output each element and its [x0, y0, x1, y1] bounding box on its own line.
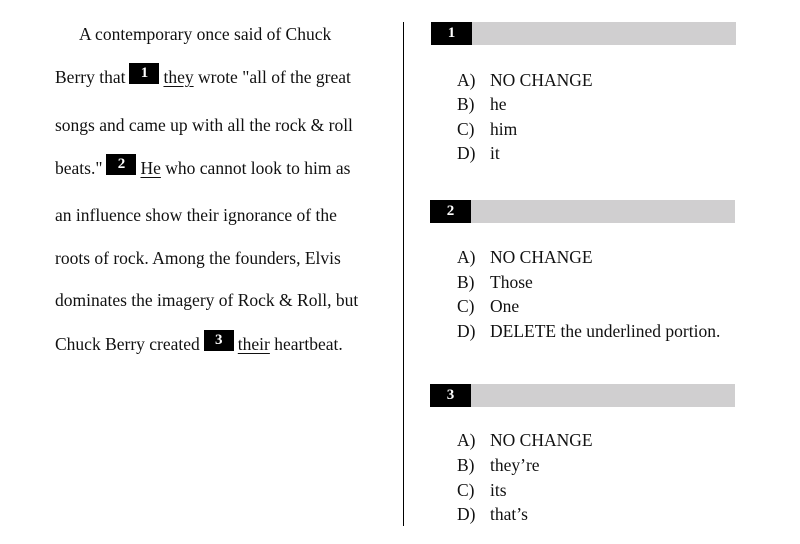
- passage-text: roots of rock. Among the founders, Elvis: [55, 248, 341, 268]
- passage-text: wrote "all of the great: [197, 67, 351, 87]
- question-header-3: [430, 384, 735, 407]
- passage-line: [55, 205, 337, 226]
- passage-text: dominates the imagery of Rock & Roll, but: [55, 290, 359, 310]
- question-number-1: 1: [431, 22, 472, 45]
- answer-option-3c[interactable]: [457, 480, 507, 501]
- underlined-portion-1: they: [163, 67, 194, 87]
- option-letter: B): [457, 94, 475, 114]
- passage-line: [55, 63, 351, 88]
- passage-text: who cannot look to him as: [165, 158, 351, 178]
- passage-line: [55, 290, 358, 311]
- option-text: Those: [490, 272, 533, 292]
- passage-text: beats.": [55, 158, 103, 178]
- option-text: he: [490, 94, 507, 114]
- option-letter: C): [457, 296, 475, 316]
- option-letter: A): [457, 247, 476, 267]
- option-text: its: [490, 480, 507, 500]
- question-marker-2[interactable]: 2: [106, 154, 136, 175]
- option-text: it: [490, 143, 500, 163]
- answer-option-3d[interactable]: [457, 504, 528, 525]
- passage-line: [55, 330, 343, 355]
- answer-option-1a[interactable]: [457, 70, 593, 91]
- option-letter: B): [457, 272, 475, 292]
- option-letter: C): [457, 480, 475, 500]
- question-header-1: [431, 22, 736, 45]
- answer-option-3a[interactable]: [457, 430, 593, 451]
- option-text: One: [490, 296, 520, 316]
- underlined-portion-3: their: [237, 334, 270, 354]
- passage-text: heartbeat.: [274, 334, 343, 354]
- passage-line: [79, 24, 331, 45]
- option-letter: D): [457, 321, 476, 341]
- answer-option-2c[interactable]: [457, 296, 519, 317]
- option-letter: A): [457, 70, 476, 90]
- answer-option-1c[interactable]: [457, 119, 517, 140]
- question-number-3: 3: [430, 384, 471, 407]
- answer-option-2a[interactable]: [457, 247, 593, 268]
- option-text: NO CHANGE: [490, 70, 593, 90]
- question-marker-3[interactable]: 3: [204, 330, 234, 351]
- answer-option-3b[interactable]: [457, 455, 540, 476]
- passage-text: songs and came up with all the rock & roll: [55, 115, 353, 135]
- underlined-portion-2: He: [140, 158, 161, 178]
- passage-line: [55, 115, 353, 136]
- passage-line: [55, 248, 341, 269]
- answer-option-1d[interactable]: [457, 143, 500, 164]
- option-letter: D): [457, 143, 476, 163]
- answer-option-1b[interactable]: [457, 94, 507, 115]
- passage-line: [55, 154, 350, 179]
- option-letter: A): [457, 430, 476, 450]
- passage-text: an influence show their ignorance of the: [55, 205, 337, 225]
- question-number-2: 2: [430, 200, 471, 223]
- passage-text: Berry that: [55, 67, 126, 87]
- option-text: NO CHANGE: [490, 430, 593, 450]
- option-text: that’s: [490, 504, 528, 524]
- answer-option-2d[interactable]: [457, 321, 720, 342]
- option-letter: B): [457, 455, 475, 475]
- passage-text: A contemporary once said of Chuck: [79, 24, 332, 44]
- answer-option-2b[interactable]: [457, 272, 533, 293]
- question-marker-1[interactable]: 1: [129, 63, 159, 84]
- option-letter: C): [457, 119, 475, 139]
- option-text: him: [490, 119, 518, 139]
- option-text: NO CHANGE: [490, 247, 593, 267]
- column-divider: [403, 22, 404, 526]
- option-letter: D): [457, 504, 476, 524]
- option-text: DELETE the underlined portion.: [490, 321, 721, 341]
- option-text: they’re: [490, 455, 540, 475]
- passage-text: Chuck Berry created: [55, 334, 200, 354]
- question-header-2: [430, 200, 735, 223]
